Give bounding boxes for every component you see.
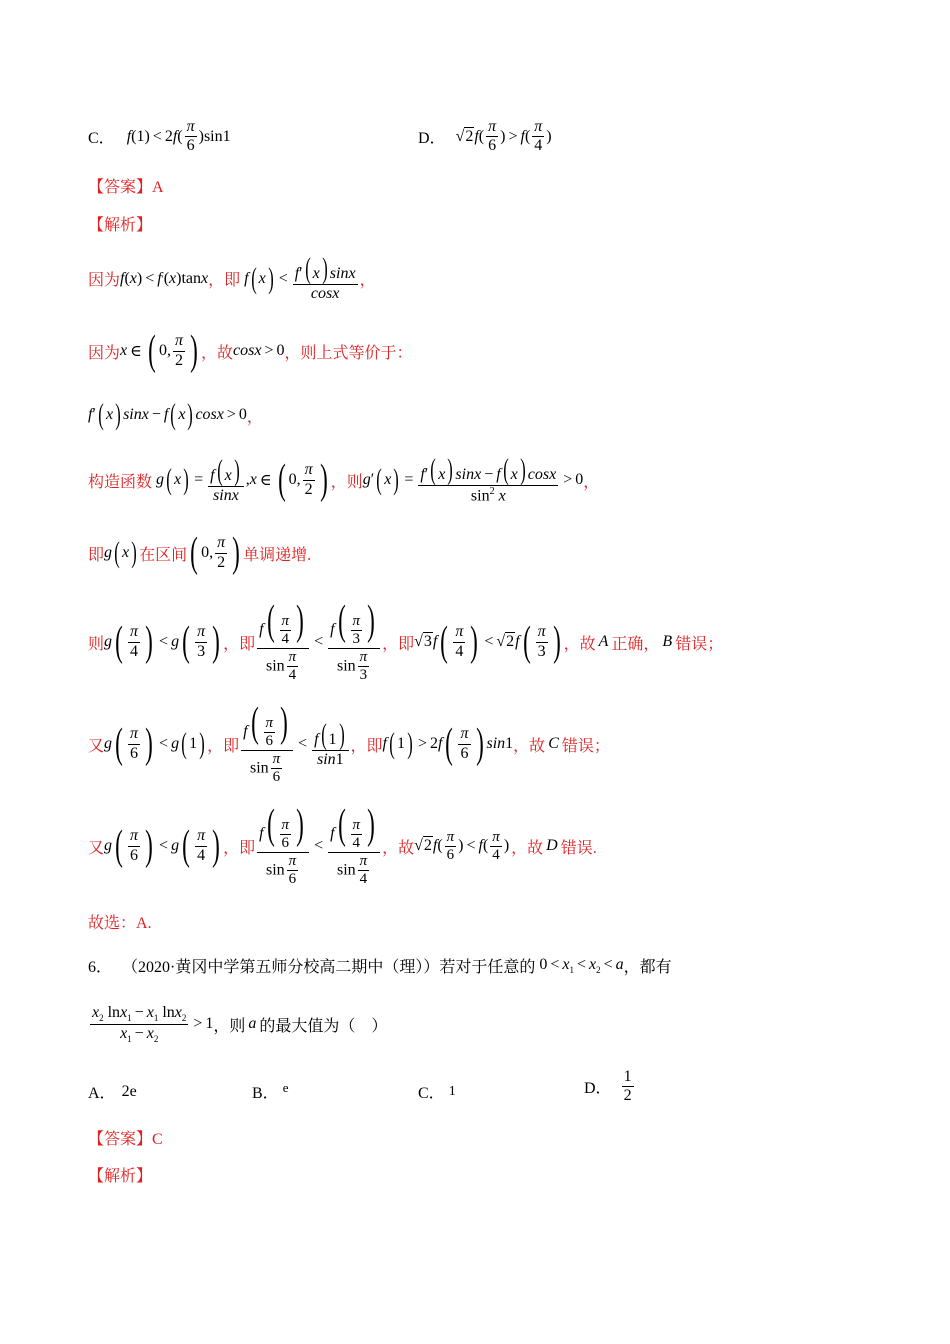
- q6-option-b: B． e: [252, 1079, 289, 1102]
- q5-step-3: f ′ ( x ) sinx − f ( x ) cosx > 0 ，: [88, 398, 263, 431]
- q5-step-5: 即 g ( x ) 在区间 ( 0, $\frac{\pi}{2}$ ) 单调递增.: [88, 530, 312, 576]
- q5-step-8: 又 g ( $\frac{\pi}{6}$ ) < g ( $\frac{\pi}{4}$ ) ，即 f( $\frac{\pi}{6}$ ) sin $\frac{\pi}{6}$ < f( $\frac{\pi}{4}$ ) sin $\frac{\pi}{4}$ ，故 √2 f ( $\frac{\pi}{6}$ ) < f ( $\frac{\pi}{4}$ ) ，故 D 错误.: [88, 802, 597, 888]
- frac-pi-6: $\frac{\pi}{6}$: [186, 118, 195, 155]
- q6-analysis-label: 【解析】: [88, 1168, 153, 1185]
- q6-option-a: A． 2e: [88, 1082, 137, 1102]
- q6-option-c: C． 1: [418, 1083, 456, 1102]
- q5-option-c: C． f (1) < 2 f ( $\frac{\pi}{6}$ )sin1: [88, 118, 231, 155]
- q6-answer: 【答案】C: [88, 1131, 163, 1148]
- q5-option-d: D． √2 f ( $\frac{\pi}{6}$ ) > f ( $\frac{\pi}{4}$ ): [418, 118, 552, 155]
- q5-answer: 【答案】A: [88, 179, 164, 196]
- q5-analysis-label: 【解析】: [88, 217, 153, 234]
- q5-step-4: 构造函数 g ( x ) = $\frac{f( x)}{\sin x}$ , x ∈ ( 0, $\frac{\pi}{2}$ ) ，则 g ′ ( x ) = $\frac{f'( x) \sin x - f( x) \cos x}{\sin^2 x}$ > 0 ，: [88, 453, 600, 505]
- q5-conclusion: 故选：A.: [88, 915, 152, 932]
- q6-inequality: $\frac{x_2 \ln x_1 - x_1 \ln x_2}{x_1 - x_2}$ > 1 ，则 a 的最大值为（ ）: [92, 1004, 388, 1044]
- q5-step-2: 因为 x ∈ ( 0, $\frac{\pi}{2}$ ) ，故 cosx > 0 ，则上式等价于：: [88, 328, 413, 374]
- q5-step-1: 因为 f ( x ) < f ′ ( x )tan x ，即 f ( x ) < $\frac{f'( x) \sin x}{\cos x}$ ，: [88, 252, 376, 302]
- q6-option-d: D． $\frac{1}{2}$: [584, 1068, 632, 1105]
- frac-fprime-sinx-cosx: $\frac{f'( x) \sin x}{\cos x}$: [294, 252, 356, 302]
- q5-step-6: 则 g ( $\frac{\pi}{4}$ ) < g ( $\frac{\pi}{3}$ ) ，即 f( $\frac{\pi}{4}$ ) sin $\frac{\pi}{4}$ < f( $\frac{\pi}{3}$ ) sin $\frac{\pi}{3}$ ，即 √3 f ( $\frac{\pi}{4}$ ) < √2 f ( $\frac{\pi}{3}$ ) ，故 A 正确， B 错误；: [88, 598, 724, 684]
- q6-stem: 6． （2020·黄冈中学第五师分校高二期中（理））若对于任意的 $0 < x_1 < x_2 < a$ ，都有: [88, 955, 672, 976]
- q5-step-7: 又 g ( $\frac{\pi}{6}$ ) < g ( 1 ) ，即 f( $\frac{\pi}{6}$ ) sin $\frac{\pi}{6}$ < $\frac{f( 1)}{\sin 1}$ ，即 f ( 1 ) > 2 f ( $\frac{\pi}{6}$ ) sin 1 ，故 C 错误；: [88, 700, 610, 786]
